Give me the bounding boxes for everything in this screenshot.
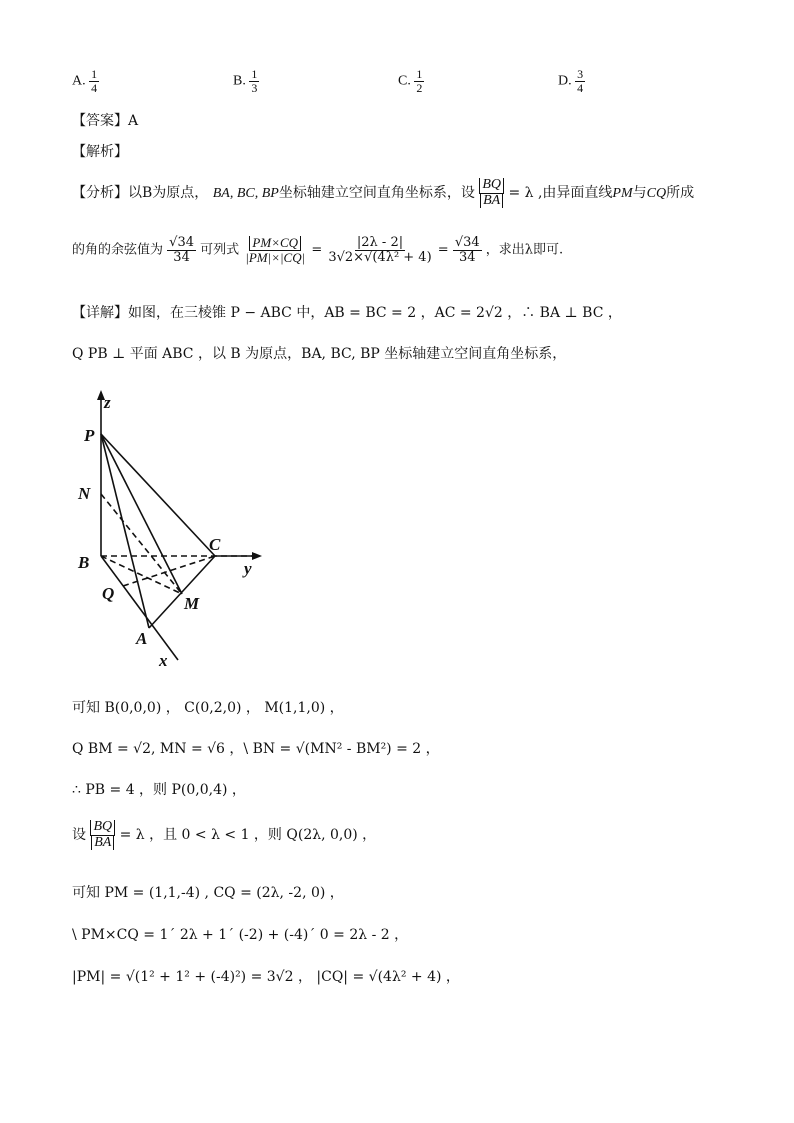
answer-tag: 【答案】 <box>72 113 128 129</box>
fenxi-text: = λ ,由异面直线 <box>508 185 613 202</box>
axes-text: BA, BC, BP <box>212 186 279 202</box>
detail-line-2: Q PB ⊥ 平面 ABC ，以 B 为原点，BA, BC, BP 坐标轴建立空间直角坐标系， <box>72 346 567 362</box>
option-fraction <box>249 68 259 94</box>
frac-den: |PM|×|CQ| <box>245 249 306 265</box>
detail-text: 如图，在三棱锥 P − ABC 中，AB = BC = 2 ，AC = 2√2 ，∴ BA ⊥ BC ， <box>128 305 622 321</box>
fenxi-text: ，求出λ即可. <box>485 242 564 258</box>
frac-den: BA <box>91 836 114 851</box>
option-fraction <box>414 68 424 94</box>
frac-den: 4 <box>577 80 584 95</box>
ratio-fraction <box>90 820 115 850</box>
frac-den: 34 <box>173 249 190 265</box>
label-a: A <box>136 629 148 648</box>
eq-fraction-2 <box>326 236 433 264</box>
eq-fraction-3 <box>453 236 482 264</box>
frac-den: 34 <box>458 249 476 265</box>
step-5: 可知 PM = (1,1,-4) , CQ = (2λ, -2, 0) ， <box>72 885 344 901</box>
cos-fraction <box>167 236 196 264</box>
step-text: = λ ，且 0 < λ < 1 ，则 Q(2λ, 0,0) ， <box>119 827 377 844</box>
step-1: 可知 B(0,0,0) ， C(0,2,0) ， M(1,1,0) ， <box>72 700 344 716</box>
fenxi-text: 可列式 <box>200 242 240 258</box>
y-arrow <box>252 552 262 560</box>
option-b <box>233 68 259 94</box>
frac-num: BQ <box>479 178 504 194</box>
frac-num: 3 <box>577 67 584 81</box>
tetrahedron-figure <box>70 388 270 670</box>
step-3: ∴ PB = 4 ，则 P(0,0,4) ， <box>72 782 246 798</box>
fenxi-text: 坐标轴建立空间直角坐标系，设 <box>278 185 475 202</box>
eq-fraction-1 <box>243 236 307 264</box>
option-letter: A. <box>72 73 86 89</box>
step-2: Q BM = √2, MN = √6 ，\ BN = √(MN² - BM²) = 2 ， <box>72 741 440 757</box>
fenxi-text: 所成 <box>666 185 695 202</box>
ratio-fraction <box>479 178 504 208</box>
fenxi-line-2: 的角的余弦值为 $\frac{√34}{34}$ 可列式 $\frac{PM\times CQ}{|PM|\times|CQ|}$ = $\frac{|2\lambda - 2|}{\text{3√2×√(4λ² + 4)}}$ = $\frac{√34}{34}$ ，求出λ即可. <box>72 235 564 265</box>
frac-num: BQ <box>90 820 115 836</box>
detail-tag: 【详解】 <box>72 305 128 321</box>
answer-value: A <box>128 113 139 129</box>
frac-num: 1 <box>91 67 98 81</box>
label-n: N <box>78 484 91 503</box>
edge-pc <box>101 434 215 556</box>
option-fraction <box>89 68 99 94</box>
fenxi-text: 与 <box>632 185 647 202</box>
fenxi-tag: 【分析】 <box>72 185 128 202</box>
label-y: y <box>244 559 252 578</box>
label-z: z <box>104 393 111 412</box>
fenxi-text: 的角的余弦值为 <box>72 242 164 258</box>
step-7: |PM| = √(1² + 1² + (-4)²) = 3√2 ， |CQ| = √(4λ² + 4) ， <box>72 969 460 985</box>
fenxi-text: 以B为原点， <box>128 185 209 202</box>
label-q: Q <box>102 584 115 603</box>
fenxi-line-1 <box>72 178 694 208</box>
frac-num: 1 <box>416 67 423 81</box>
frac-den: 4 <box>91 80 98 95</box>
frac-num: √34 <box>169 235 194 250</box>
frac-num: 1 <box>251 67 258 81</box>
frac-den: 3√2×√(4λ² + 4) <box>328 249 432 265</box>
step-6: \ PM×CQ = 1´ 2λ + 1´ (-2) + (-4)´ 0 = 2λ - 2 ， <box>72 927 409 943</box>
answer-line <box>72 110 138 130</box>
label-m: M <box>184 594 200 613</box>
option-letter: D. <box>558 73 572 89</box>
label-c: C <box>209 535 221 554</box>
segment-nm <box>101 494 182 594</box>
label-p: P <box>84 426 95 445</box>
step-4 <box>72 820 376 850</box>
line-pm: PM <box>612 186 633 202</box>
option-fraction <box>575 68 585 94</box>
frac-den: BA <box>480 194 503 209</box>
line-cq: CQ <box>646 186 667 202</box>
frac-num: √34 <box>454 235 480 250</box>
option-d <box>558 68 585 94</box>
option-c <box>398 68 424 94</box>
option-letter: B. <box>233 73 246 89</box>
label-x: x <box>159 651 168 670</box>
step-text: 设 <box>72 827 86 844</box>
label-b: B <box>78 553 90 572</box>
analysis-tag: 【解析】 <box>72 144 128 160</box>
edge-pm <box>101 434 182 594</box>
frac-num: |2λ - 2| <box>356 235 404 250</box>
frac-den: 2 <box>416 80 423 95</box>
detail-line-1 <box>72 302 622 322</box>
option-a <box>72 68 99 94</box>
frac-den: 3 <box>251 80 258 95</box>
frac-num: PM×CQ <box>249 236 301 251</box>
option-letter: C. <box>398 73 411 89</box>
